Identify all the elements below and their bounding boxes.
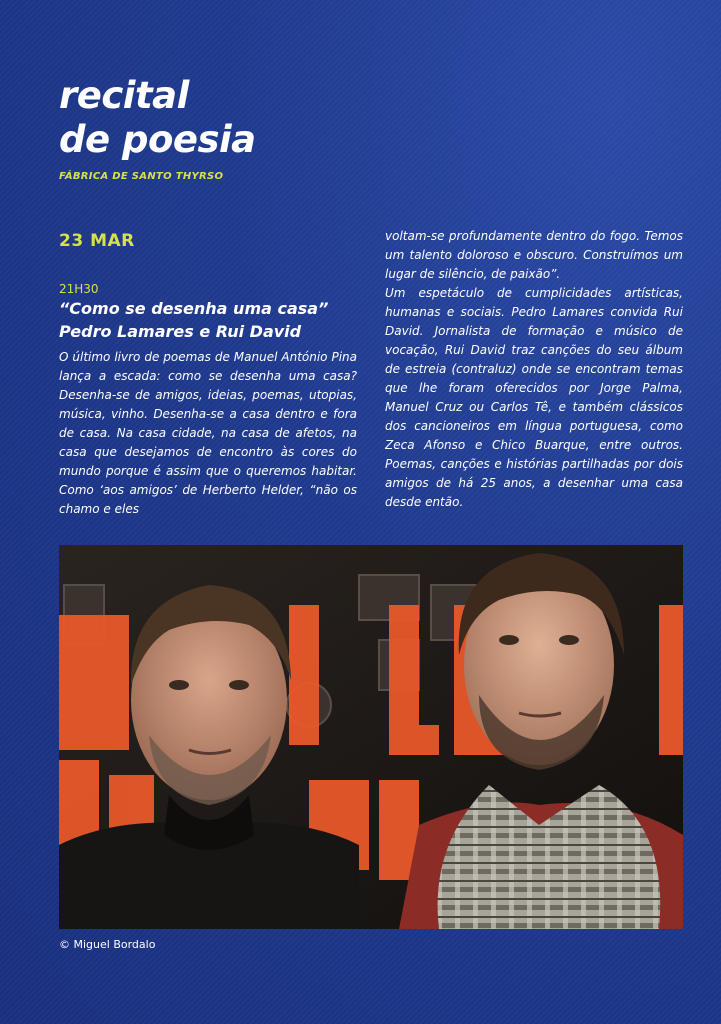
photo-credit: © Miguel Bordalo (59, 938, 156, 951)
performers: Pedro Lamares e Rui David (59, 322, 302, 341)
performers-photo (59, 545, 683, 929)
description-paragraph: Um espetáculo de cumplicidades artísticas, humanas e sociais. Pedro Lamares convida Rui David. Jornalista de formação e músico de vocação, Rui David traz canções do seu álbum de estreia (contraluz) onde se encontram temas que lhe foram oferecidos por Jorge Palma, Manuel Cruz ou Carlos Tê, e também clássicos dos cancioneiros em língua portuguesa, como Zeca Afonso e Chico Buarque, entre outros. Poemas, canções e histórias partilhadas por dois amigos de há 25 anos, a desenhar uma casa desde então. (385, 286, 683, 509)
event-date: 23 MAR (59, 231, 135, 251)
venue-label: FÁBRICA DE SANTO THYRSO (59, 171, 224, 182)
event-title (59, 74, 256, 162)
title-line-1: recital (59, 74, 189, 117)
description-left-column: O último livro de poemas de Manuel António Pina lança a escada: como se desenha uma casa? Desenha-se de amigos, ideias, poemas, utopias, música, vinho. Desenha-se a casa dentro e fora de casa. Na casa cidade, na casa de afetos, na casa que desejamos de encontro às cores do mundo porque é assim que o queremos habitar. Como ‘aos amigos’ de Herberto Helder, “não os chamo e eles (59, 350, 357, 516)
event-time: 21H30 (59, 282, 99, 296)
show-heading (59, 297, 359, 343)
description-quote-end: voltam-se profundamente dentro do fogo. Temos um talento doloroso e obscuro. Construímos um lugar de silêncio, de paixão”. (385, 229, 683, 281)
description-right-column (385, 227, 683, 521)
title-line-2: de poesia (59, 118, 256, 161)
show-title: “Como se desenha uma casa” (59, 299, 329, 318)
